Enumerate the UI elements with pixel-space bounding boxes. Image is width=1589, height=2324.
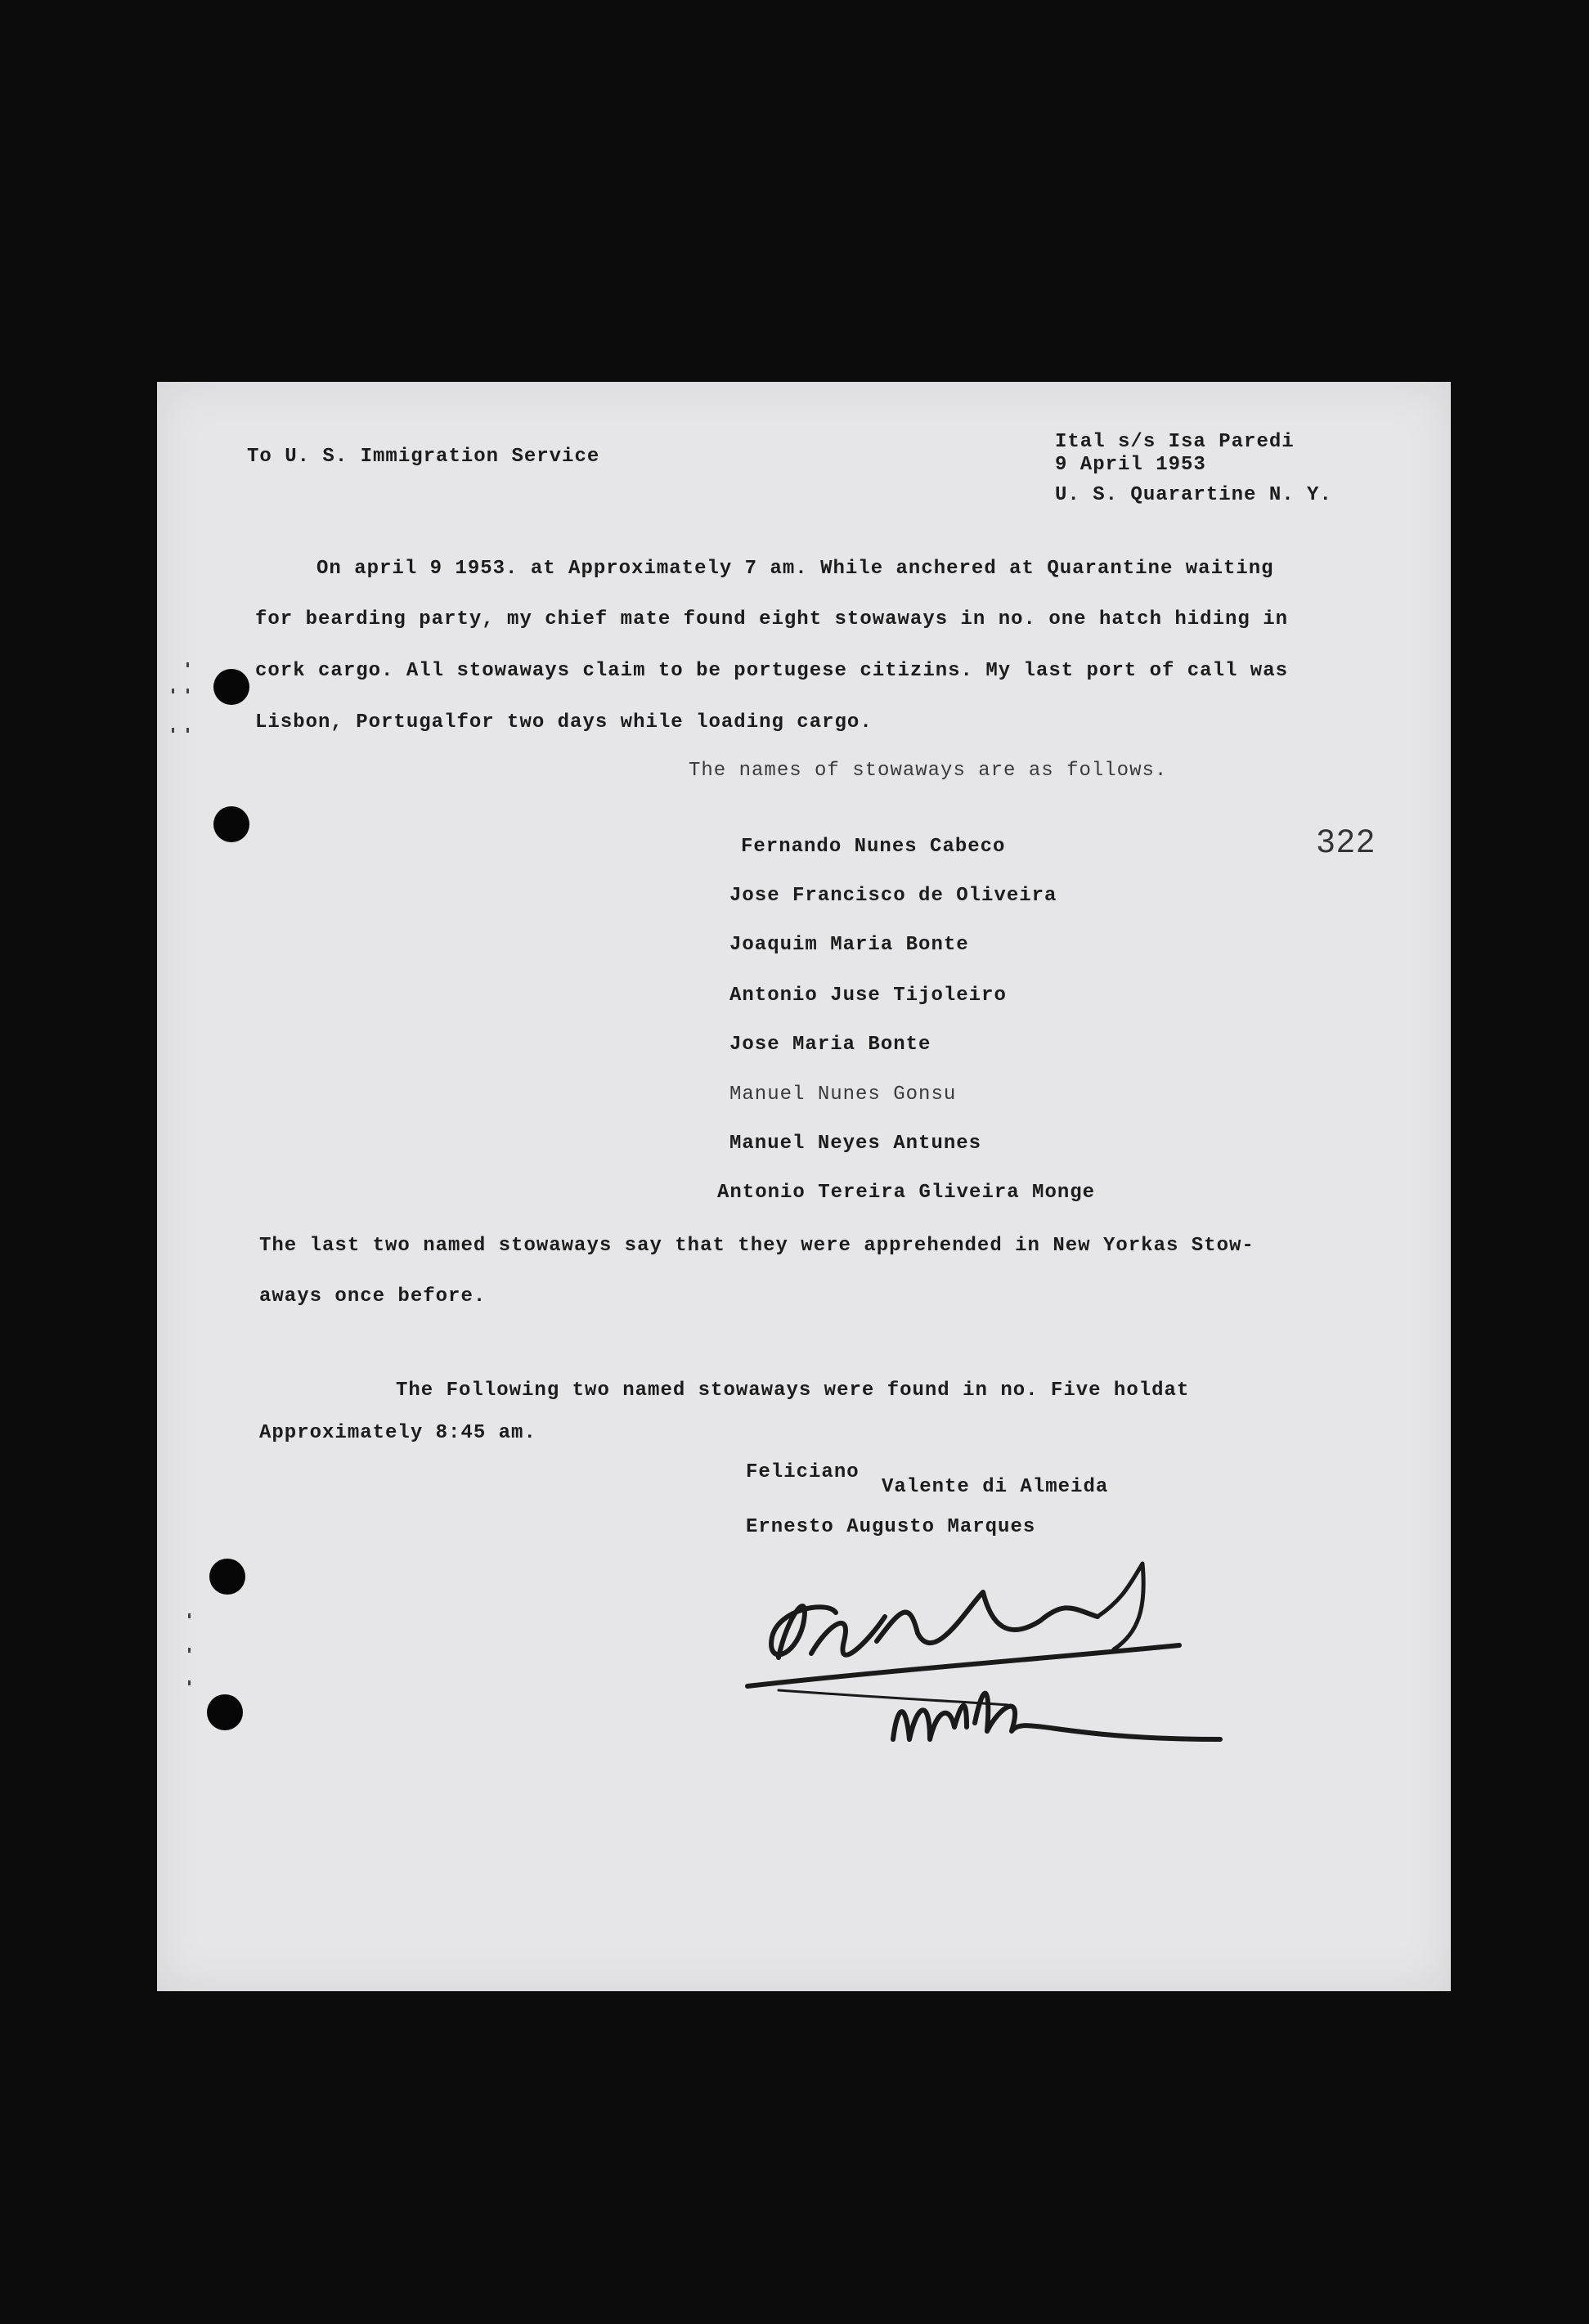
ship-name: Ital s/s Isa Paredi [1055, 431, 1295, 453]
speck [172, 728, 174, 733]
punch-hole [207, 1694, 243, 1730]
speck [188, 1680, 191, 1685]
letter-location: U. S. Quarartine N. Y. [1055, 484, 1332, 506]
para3-line2: Approximately 8:45 am. [259, 1422, 536, 1444]
punch-hole [213, 669, 249, 705]
speck [188, 1613, 191, 1618]
letter-date: 9 April 1953 [1055, 454, 1206, 476]
stowaway-name: Joaquim Maria Bonte [729, 934, 969, 956]
page-number: 322 [1317, 823, 1376, 859]
para3-line1: The Following two named stowaways were found in no. Five holdat [396, 1380, 1190, 1402]
stowaway-name: Antonio Juse Tijoleiro [729, 985, 1007, 1007]
speck [188, 1648, 191, 1653]
additional-name1-rest: Valente di Almeida [882, 1476, 1109, 1498]
names-intro: The names of stowaways are as follows. [689, 760, 1168, 782]
stowaway-name: Manuel Nunes Gonsu [729, 1083, 957, 1106]
para2-line1: The last two named stowaways say that they were apprehended in New Yorkas Stow- [259, 1235, 1255, 1257]
para1-line4: Lisbon, Portugalfor two days while loading cargo. [255, 711, 873, 734]
additional-name2: Ernesto Augusto Marques [746, 1516, 1036, 1538]
signature [157, 382, 1451, 1991]
letter-page [157, 382, 1451, 1991]
para1-line2: for bearding party, my chief mate found eight stowaways in no. one hatch hiding in [255, 608, 1288, 630]
punch-hole [213, 806, 249, 842]
speck [172, 689, 174, 693]
speck [186, 662, 189, 667]
para1-line1: On april 9 1953. at Approximately 7 am. While anchered at Quarantine waiting [316, 558, 1274, 580]
addressee: To U. S. Immigration Service [247, 446, 600, 468]
stowaway-name: Jose Francisco de Oliveira [729, 885, 1057, 907]
para2-line2: aways once before. [259, 1285, 487, 1308]
stowaway-name: Manuel Neyes Antunes [729, 1133, 982, 1155]
punch-hole [209, 1559, 245, 1595]
stowaway-name: Fernando Nunes Cabeco [741, 836, 1006, 858]
stowaway-name: Jose Maria Bonte [729, 1034, 931, 1056]
speck [186, 728, 189, 733]
stowaway-name: Antonio Tereira Gliveira Monge [717, 1182, 1096, 1204]
speck [186, 689, 189, 693]
para1-line3: cork cargo. All stowaways claim to be portugese citizins. My last port of call was [255, 660, 1288, 682]
additional-name1-first: Feliciano [746, 1461, 860, 1483]
